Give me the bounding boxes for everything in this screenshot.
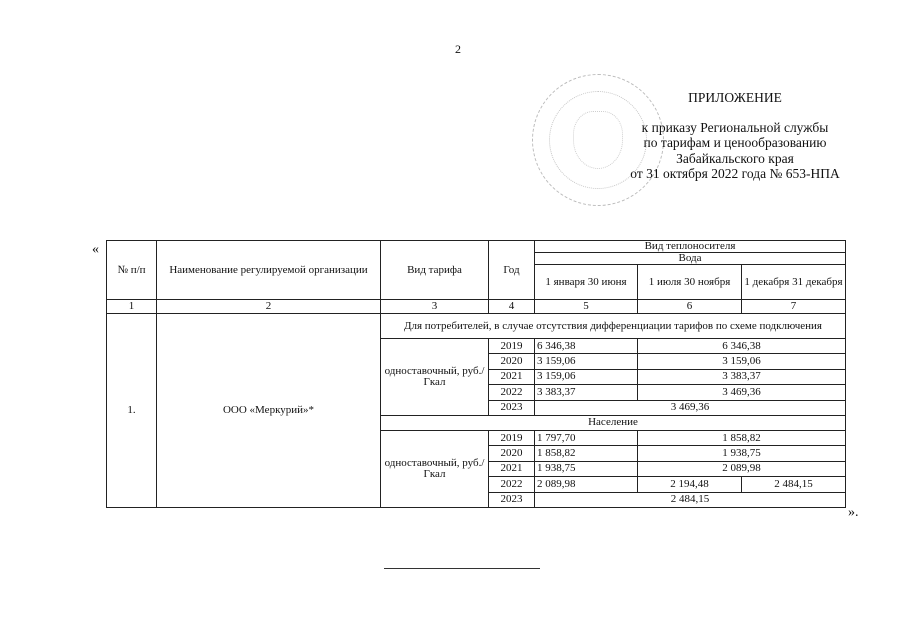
value-cell: 2 484,15 xyxy=(535,492,846,507)
tariff-table xyxy=(106,240,846,508)
value-cell: 3 159,06 xyxy=(535,354,638,369)
header-tariff-type: Вид тарифа xyxy=(381,241,489,300)
column-number: 4 xyxy=(489,300,535,314)
value-cell: 3 159,06 xyxy=(535,369,638,384)
column-number: 7 xyxy=(742,300,846,314)
value-cell: 3 383,37 xyxy=(638,369,846,384)
group1-tariff-type: одноставочный, руб./Гкал xyxy=(381,339,489,416)
column-number: 6 xyxy=(638,300,742,314)
year-cell: 2022 xyxy=(489,385,535,400)
year-cell: 2020 xyxy=(489,354,535,369)
group1-title-row xyxy=(107,314,846,339)
value-cell: 2 089,98 xyxy=(638,461,846,476)
value-cell: 3 383,37 xyxy=(535,385,638,400)
appendix-header xyxy=(620,90,850,182)
row-number: 1. xyxy=(107,314,157,508)
value-cell: 1 938,75 xyxy=(535,461,638,476)
header-org: Наименование регулируемой организации xyxy=(157,241,381,300)
value-cell: 1 938,75 xyxy=(638,446,846,461)
value-cell: 1 858,82 xyxy=(638,430,846,445)
header-period-2: 1 июля 30 ноября xyxy=(638,265,742,300)
value-cell: 2 194,48 xyxy=(638,477,742,492)
appendix-title: ПРИЛОЖЕНИЕ xyxy=(688,90,782,105)
column-number-row xyxy=(107,300,846,314)
header-period-1: 1 января 30 июня xyxy=(535,265,638,300)
year-cell: 2023 xyxy=(489,400,535,415)
group2-title: Население xyxy=(381,415,846,430)
year-cell: 2021 xyxy=(489,369,535,384)
footnote-separator xyxy=(384,568,540,569)
header-water: Вода xyxy=(535,253,846,265)
column-number: 3 xyxy=(381,300,489,314)
value-cell: 6 346,38 xyxy=(638,339,846,354)
header-year: Год xyxy=(489,241,535,300)
year-cell: 2021 xyxy=(489,461,535,476)
appendix-line-4: от 31 октября 2022 года № 653-НПА xyxy=(630,166,840,181)
year-cell: 2023 xyxy=(489,492,535,507)
value-cell: 2 089,98 xyxy=(535,477,638,492)
value-cell: 6 346,38 xyxy=(535,339,638,354)
seal-emblem xyxy=(573,111,623,169)
appendix-line-2: по тарифам и ценообразованию xyxy=(643,135,827,150)
page-number: 2 xyxy=(455,42,461,56)
header-period-3: 1 декабря 31 декабря xyxy=(742,265,846,300)
year-cell: 2020 xyxy=(489,446,535,461)
value-cell: 3 159,06 xyxy=(638,354,846,369)
value-cell: 2 484,15 xyxy=(742,477,846,492)
header-carrier: Вид теплоносителя xyxy=(535,241,846,253)
year-cell: 2022 xyxy=(489,477,535,492)
value-cell: 1 797,70 xyxy=(535,430,638,445)
column-number: 5 xyxy=(535,300,638,314)
column-number: 1 xyxy=(107,300,157,314)
header-row-1 xyxy=(107,241,846,253)
group1-title: Для потребителей, в случае отсутствия дифференциации тарифов по схеме подключения xyxy=(381,314,846,339)
year-cell: 2019 xyxy=(489,430,535,445)
value-cell: 1 858,82 xyxy=(535,446,638,461)
year-cell: 2019 xyxy=(489,339,535,354)
opening-quote: « xyxy=(92,242,99,257)
closing-quote: ». xyxy=(848,505,859,520)
organization-name: ООО «Меркурий»* xyxy=(157,314,381,508)
appendix-line-1: к приказу Региональной службы xyxy=(641,119,829,135)
value-cell: 3 469,36 xyxy=(638,385,846,400)
appendix-line-3: Забайкальского края xyxy=(676,150,794,166)
column-number: 2 xyxy=(157,300,381,314)
group2-tariff-type: одноставочный, руб./Гкал xyxy=(381,430,489,507)
header-num: № п/п xyxy=(107,241,157,300)
value-cell: 3 469,36 xyxy=(535,400,846,415)
